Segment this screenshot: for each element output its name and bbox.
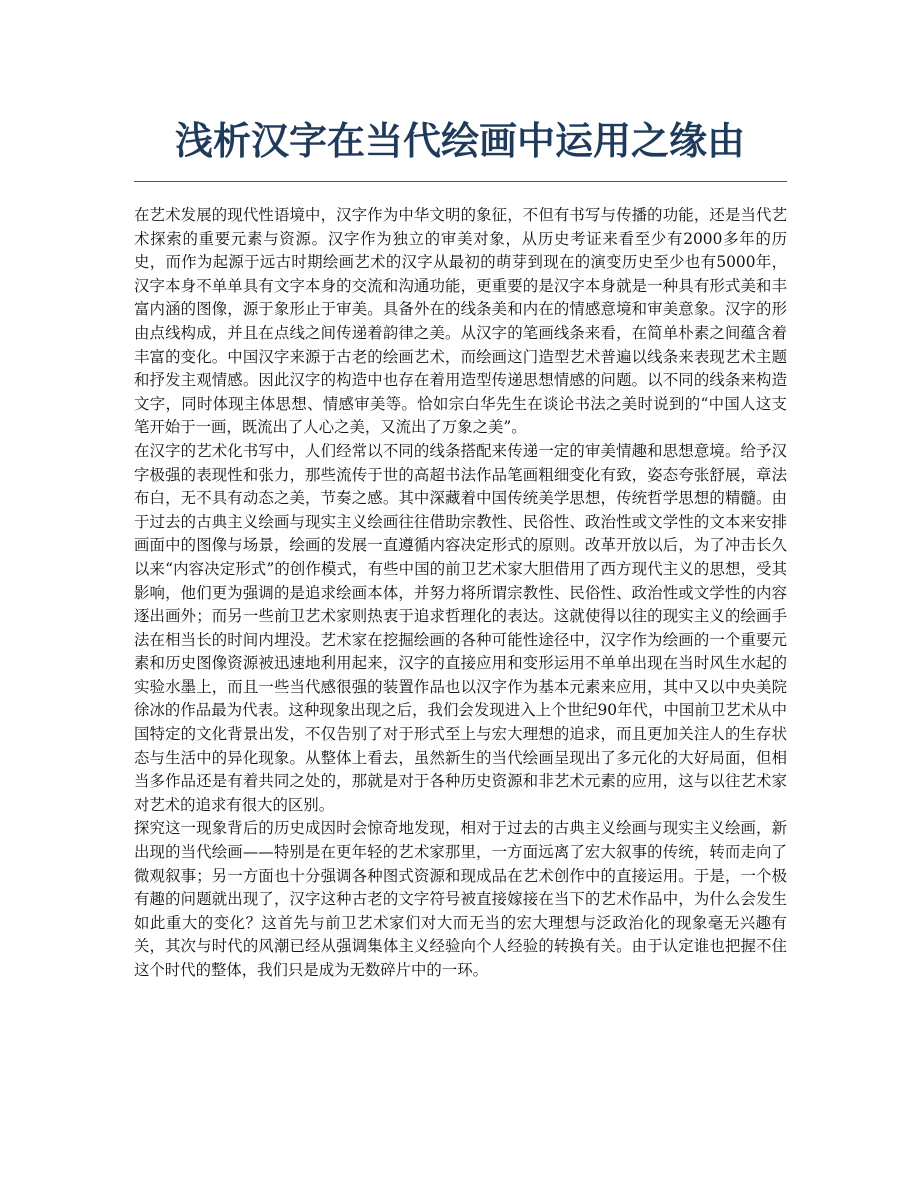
article-body — [134, 204, 787, 983]
paragraph-3: 探究这一现象背后的历史成因时会惊奇地发现，相对于过去的古典主义绘画与现实主义绘画，新出现的当代绘画——特别是在更年轻的艺术家那里，一方面远离了宏大叙事的传统，转而走向了微观叙事；另一方面也十分强调各种图式资源和现成品在艺术创作中的直接运用。于是，一个极有趣的问题就出现了，汉字这种古老的文字符号被直接嫁接在当下的艺术作品中，为什么会发生如此重大的变化？这首先与前卫艺术家们对大而无当的宏大理想与泛政治化的现象毫无兴趣有关，其次与时代的风潮已经从强调集体主义经验向个人经验的转换有关。由于认定谁也把握不住这个时代的整体，我们只是成为无数碎片中的一环。 — [134, 819, 787, 979]
page-title: 浅析汉字在当代绘画中运用之缘由 — [174, 119, 745, 163]
title-divider — [134, 181, 787, 182]
paragraph-1: 在艺术发展的现代性语境中，汉字作为中华文明的象征，不但有书写与传播的功能，还是当代艺术探索的重要元素与资源。汉字作为独立的审美对象，从历史考证来看至少有2000多年的历史，而作为起源于远古时期绘画艺术的汉字从最初的萌芽到现在的演变历史至少也有5000年，汉字本身不单单具有文字本身的交流和沟通功能，更重要的是汉字本身就是一种具有形式美和丰富内涵的图像，源于象形止于审美。具备外在的线条美和内在的情感意境和审美意象。汉字的形由点线构成，并且在点线之间传递着韵律之美。从汉字的笔画线条来看，在简单朴素之间蕴含着丰富的变化。中国汉字来源于古老的绘画艺术，而绘画这门造型艺术普遍以线条来表现艺术主题和抒发主观情感。因此汉字的构造中也存在着用造型传递思想情感的问题。以不同的线条来构造文字，同时体现主体思想、情感审美等。恰如宗白华先生在谈论书法之美时说到的“中国人这支笔开始于一画，既流出了人心之美，又流出了万象之美”。 — [134, 206, 787, 437]
paragraph-2: 在汉字的艺术化书写中，人们经常以不同的线条搭配来传递一定的审美情趣和思想意境。给予汉字极强的表现性和张力，那些流传于世的高超书法作品笔画粗细变化有致，姿态夸张舒展，章法布白，无不具有动态之美，节奏之感。其中深藏着中国传统美学思想，传统哲学思想的精髓。由于过去的古典主义绘画与现实主义绘画往往借助宗教性、民俗性、政治性或文学性的文本来安排画面中的图像与场景，绘画的发展一直遵循内容决定形式的原则。改革开放以后，为了冲击长久以来“内容决定形式”的创作模式，有些中国的前卫艺术家大胆借用了西方现代主义的思想，受其影响，他们更为强调的是追求绘画本体，并努力将所谓宗教性、民俗性、政治性或文学性的内容逐出画外；而另一些前卫艺术家则热衷于追求哲理化的表达。这就使得以往的现实主义的绘画手法在相当长的时间内埋没。艺术家在挖掘绘画的各种可能性途径中，汉字作为绘画的一个重要元素和历史图像资源被迅速地利用起来，汉字的直接应用和变形运用不单单出现在当时风生水起的实验水墨上，而且一些当代感很强的装置作品也以汉字作为基本元素来应用，其中又以中央美院徐冰的作品最为代表。这种现象出现之后，我们会发现进入上个世纪90年代，中国前卫艺术从中国特定的文化背景出发，不仅告别了对于形式至上与宏大理想的追求，而且更加关注人的生存状态与生活中的异化现象。从整体上看去，虽然新生的当代绘画呈现出了多元化的大好局面，但相当多作品还是有着共同之处的，那就是对于各种历史资源和非艺术元素的应用，这与以往艺术家对艺术的追求有很大的区别。 — [134, 441, 787, 814]
